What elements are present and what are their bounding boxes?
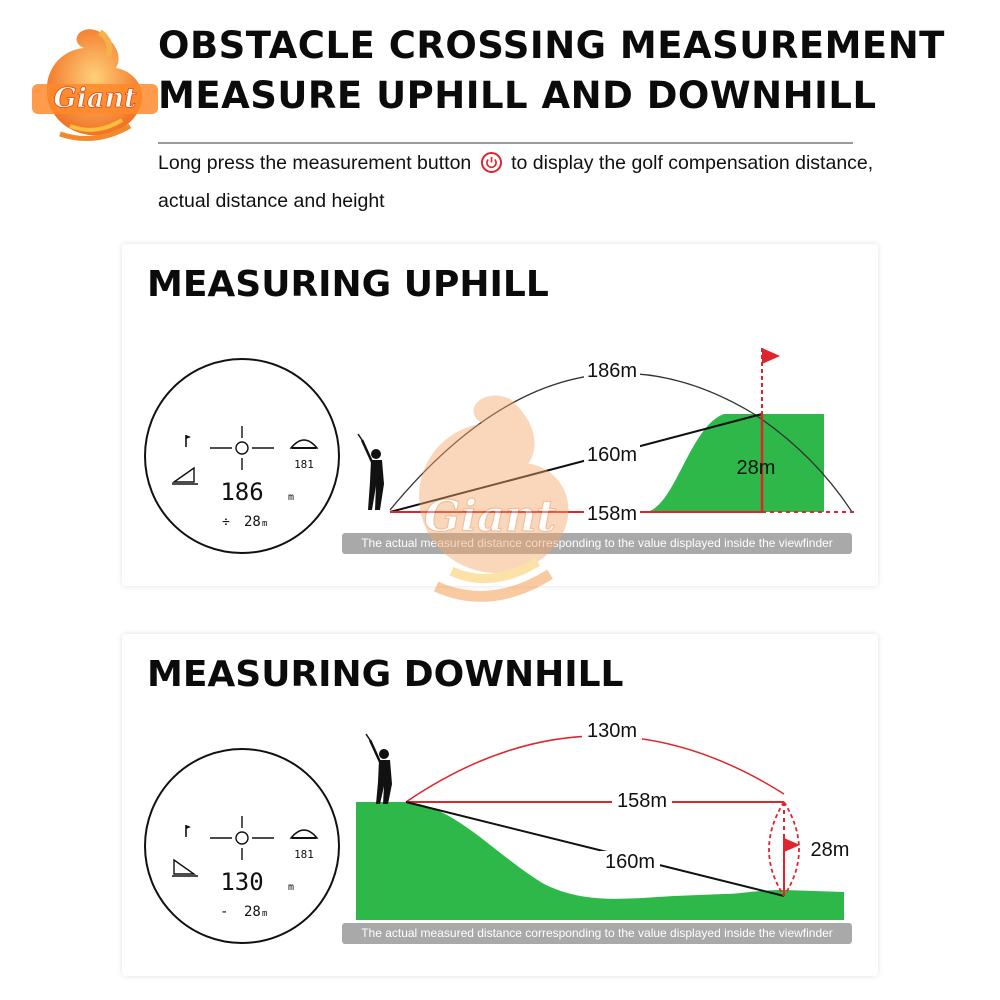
mode-readout: 181 (294, 458, 314, 471)
flag-icon (186, 435, 191, 447)
uphill-diagram (344, 344, 864, 534)
horizontal-distance-label: 158m (586, 503, 638, 525)
page-title-line1: OBSTACLE CROSSING MEASUREMENT (158, 24, 945, 67)
golfer-figure (358, 434, 384, 510)
line-of-sight-label: 160m (604, 851, 656, 873)
height-unit: m (262, 519, 268, 529)
uphill-title: MEASURING UPHILL (147, 264, 549, 305)
height-readout: 28 (244, 514, 261, 530)
slope-icon (172, 468, 198, 484)
golfer-figure (366, 734, 392, 804)
downhill-diagram (344, 720, 864, 924)
title-divider (158, 142, 853, 144)
description-line1 (158, 152, 873, 175)
downhill-caption: The actual measured distance corresponding to the value displayed inside the viewfinder (342, 923, 852, 944)
description-text-before: Long press the measurement button (158, 152, 472, 174)
line-of-sight-label: 160m (586, 444, 638, 466)
uphill-caption: The actual measured distance corresponding to the value displayed inside the viewfinder (342, 533, 852, 554)
height-readout: 28 (244, 904, 261, 920)
power-icon (481, 152, 502, 173)
crosshair-icon (210, 816, 274, 860)
height-sign: ÷ (222, 515, 230, 530)
slope-icon (172, 860, 198, 876)
main-distance-readout: 130 (220, 868, 264, 896)
downhill-card (122, 634, 878, 976)
page-title-line2: MEASURE UPHILL AND DOWNHILL (158, 74, 877, 117)
svg-text:Giant: Giant (423, 492, 557, 543)
main-distance-unit: m (288, 882, 295, 893)
ball-trajectory (406, 736, 784, 802)
height-sign: - (220, 904, 229, 920)
mode-readout: 181 (294, 848, 314, 861)
flag-icon (186, 825, 191, 837)
uphill-viewfinder (144, 358, 340, 554)
arc-distance-label: 130m (586, 720, 638, 742)
scan-mode-icon (291, 830, 317, 838)
svg-text:Giant: Giant (53, 83, 137, 114)
description-line2: actual distance and height (158, 190, 385, 212)
flag-pin-icon (762, 348, 780, 416)
horizontal-distance-label: 158m (616, 790, 668, 812)
height-unit: m (262, 909, 268, 919)
height-label: 28m (810, 839, 850, 861)
crosshair-icon (210, 426, 274, 470)
downhill-viewfinder (144, 748, 340, 944)
scan-mode-icon (291, 440, 317, 448)
uphill-card (122, 244, 878, 586)
flag-pin-icon (784, 838, 800, 894)
main-distance-readout: 186 (220, 478, 264, 506)
main-distance-unit: m (288, 492, 295, 503)
giant-logo (30, 22, 160, 152)
arc-distance-label: 186m (586, 360, 638, 382)
height-label: 28m (736, 457, 776, 479)
downhill-title: MEASURING DOWNHILL (147, 654, 624, 695)
description-text-after: to display the golf compensation distance, (511, 152, 874, 174)
